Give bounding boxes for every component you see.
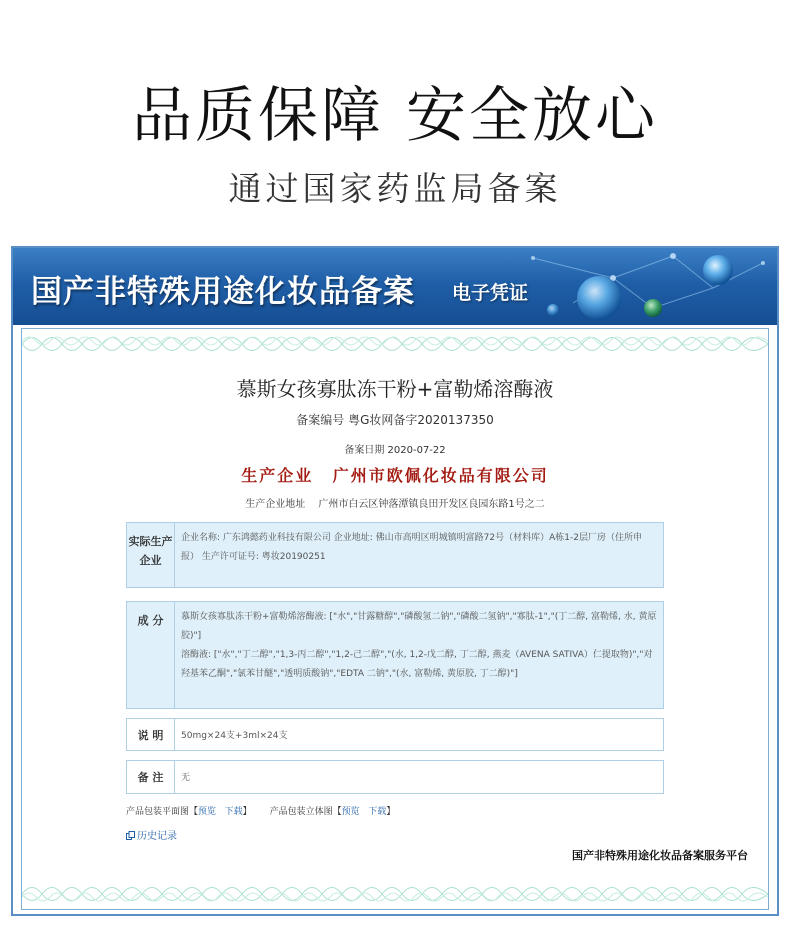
product-name: 慕斯女孩寡肽冻干粉+富勒烯溶酶液 [236, 377, 554, 401]
actual-producer-text: 企业名称: 广东鸿懿药业科技有限公司 企业地址: 佛山市高明区明城镇明富路72号（材料库）A栋1-2层厂房（住所申报） 生产许可证号: 粤妆20190251 [181, 533, 642, 562]
history-icon [126, 831, 135, 840]
package-images: 产品包装平面图【预览 下载】 产品包装立体图【预览 下载】 [126, 807, 396, 817]
producer-address-value: 广州市白云区钟落潭镇良田开发区良园东路1号之二 [318, 499, 545, 510]
ingredients-text [175, 602, 663, 708]
certificate-body [21, 328, 769, 910]
pkg-solid-download-link[interactable]: 下载 [368, 807, 387, 817]
filing-date: 备案日期 2020-07-22 [344, 445, 446, 456]
pkg-flat-download-link[interactable]: 下载 [224, 807, 243, 817]
certificate [11, 246, 779, 916]
remarks-label: 备 注 [127, 761, 175, 793]
platform-name: 国产非特殊用途化妆品备案服务平台 [572, 849, 748, 862]
notes-box [126, 718, 664, 751]
subheadline: 通过国家药监局备案 [228, 169, 562, 208]
pkg-flat-label: 产品包装平面图【 [126, 807, 199, 817]
headline: 品质保障 安全放心 [131, 81, 659, 151]
pkg-solid-preview-link[interactable]: 预览 [341, 807, 360, 817]
history-link[interactable]: 历史记录 [137, 831, 177, 842]
remarks-text: 无 [181, 773, 191, 783]
notes-text: 50mg×24支+3ml×24支 [181, 731, 288, 741]
actual-producer-label: 实际生产企业 [127, 523, 175, 587]
history-link-wrapper[interactable] [126, 827, 177, 842]
ingredients-line-1: 慕斯女孩寡肽冻干粉+富勒烯溶酶液: ["水","甘露糖醇","磷酸氢二钠","磷酸二氢钠","寡肽-1","(丁二醇, 富勒烯, 水, 黄原胶)"] [181, 612, 657, 641]
producer-name: 广州市欧佩化妆品有限公司 [332, 466, 549, 485]
producer-label: 生产企业 [241, 466, 314, 485]
pkg-flat-preview-link[interactable]: 预览 [198, 807, 217, 817]
ingredients-label: 成 分 [127, 602, 175, 708]
guilloche-border-bottom [22, 879, 768, 909]
certificate-title: 国产非特殊用途化妆品备案 [31, 274, 415, 310]
guilloche-border-top [22, 329, 768, 359]
actual-producer-box [126, 522, 664, 588]
producer-address [22, 495, 768, 510]
producer-address-label: 生产企业地址 [245, 499, 306, 510]
producer [22, 463, 768, 486]
ingredients-line-2: 溶酶液: ["水","丁二醇","1,3-丙二醇","1,2-己二醇","(水, 1,2-戊二醇, 丁二醇, 燕麦（AVENA SATIVA）仁提取物)","对羟基苯乙酮","氯苯甘醚","透明质酸钠","EDTA 二钠","(水, 富勒烯, 黄原胶, 丁二醇)"] [181, 650, 653, 679]
certificate-banner [13, 248, 777, 325]
certificate-subtitle: 电子凭证 [452, 282, 529, 304]
pkg-solid-label: 产品包装立体图【 [269, 807, 342, 817]
ingredients-box [126, 601, 664, 709]
remarks-box [126, 760, 664, 794]
registration-number: 备案编号 粤G妆网备字2020137350 [296, 413, 494, 427]
notes-label: 说 明 [127, 719, 175, 750]
